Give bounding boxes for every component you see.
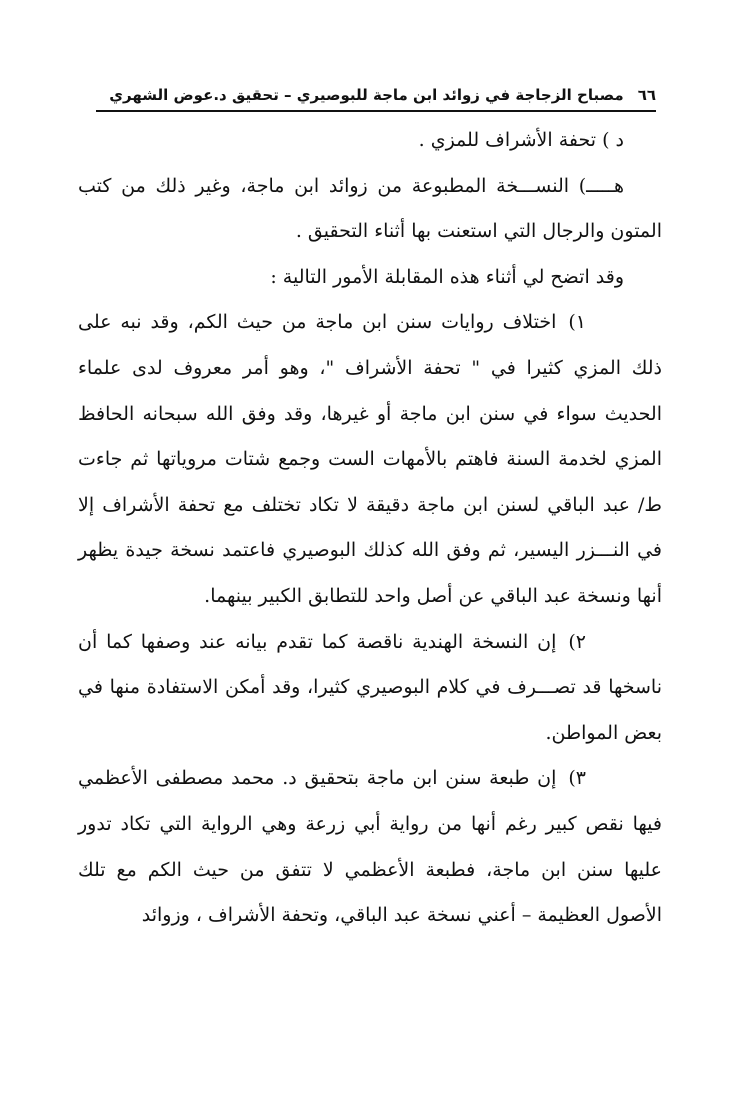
list-item-number: ٢) — [568, 630, 586, 653]
list-item-3 — [78, 756, 662, 938]
list-item-text: إن النسخة الهندية ناقصة كما تقدم بيانه عند وصفها كما أن ناسخها قد تصـــرف في كلام البوصيري كثيرا، وقد أمكن الاستفادة منها في بعض المواطن. — [78, 630, 662, 744]
list-item-number: ١) — [568, 311, 586, 334]
paragraph-intro: وقد اتضح لي أثناء هذه المقابلة الأمور التالية : — [270, 265, 624, 288]
header-title: مصباح الزجاجة في زوائد ابن ماجة للبوصيري – تحقيق د.عوض الشهري — [109, 86, 624, 104]
list-item-2 — [78, 620, 662, 757]
list-item-number: ٣) — [568, 767, 586, 790]
list-item-text: إن طبعة سنن ابن ماجة بتحقيق د. محمد مصطفى الأعظمي فيها نقص كبير رغم أنها من رواية أبي زرعة وهي الرواية التي تكاد تدور عليها سنن ابن ماجة، فطبعة الأعظمي لا تتفق من حيث الكم مع تلك الأصول العظيمة – أعني نسخة عبد الباقي، وتحفة الأشراف ، وزوائد — [78, 767, 662, 927]
list-item-text: اختلاف روايات سنن ابن ماجة من حيث الكم، وقد نبه على ذلك المزي كثيرا في " تحفة الأشراف "، وهو أمر معروف لدى علماء الحديث سواء في سنن ابن ماجة أو غيرها، وقد وفق الله سبحانه الحافظ المزي لخدمة السنة فاهتم بالأمهات الست وجمع شتات مروياتها ثم جاءت ط/ عبد الباقي لسنن ابن ماجة دقيقة لا تكاد تختلف مع تحفة الأشراف إلا في النـــزر اليسير، ثم وفق الله كذلك البوصيري فاعتمد نسخة جيدة يظهر أنها ونسخة عبد الباقي عن أصل واحد للتطابق الكبير بينهما. — [78, 311, 662, 607]
paragraph-source-h: هـــــ) النســـخة المطبوعة من زوائد ابن ماجة، وغير ذلك من كتب المتون والرجال التي استعنت بها أثناء التحقيق . — [78, 174, 662, 243]
paragraph-source-d: د ) تحفة الأشراف للمزي . — [418, 129, 624, 151]
list-item-1 — [78, 300, 662, 619]
running-header — [96, 84, 656, 112]
page-number: ٦٦ — [637, 86, 656, 104]
body-text — [78, 118, 662, 939]
